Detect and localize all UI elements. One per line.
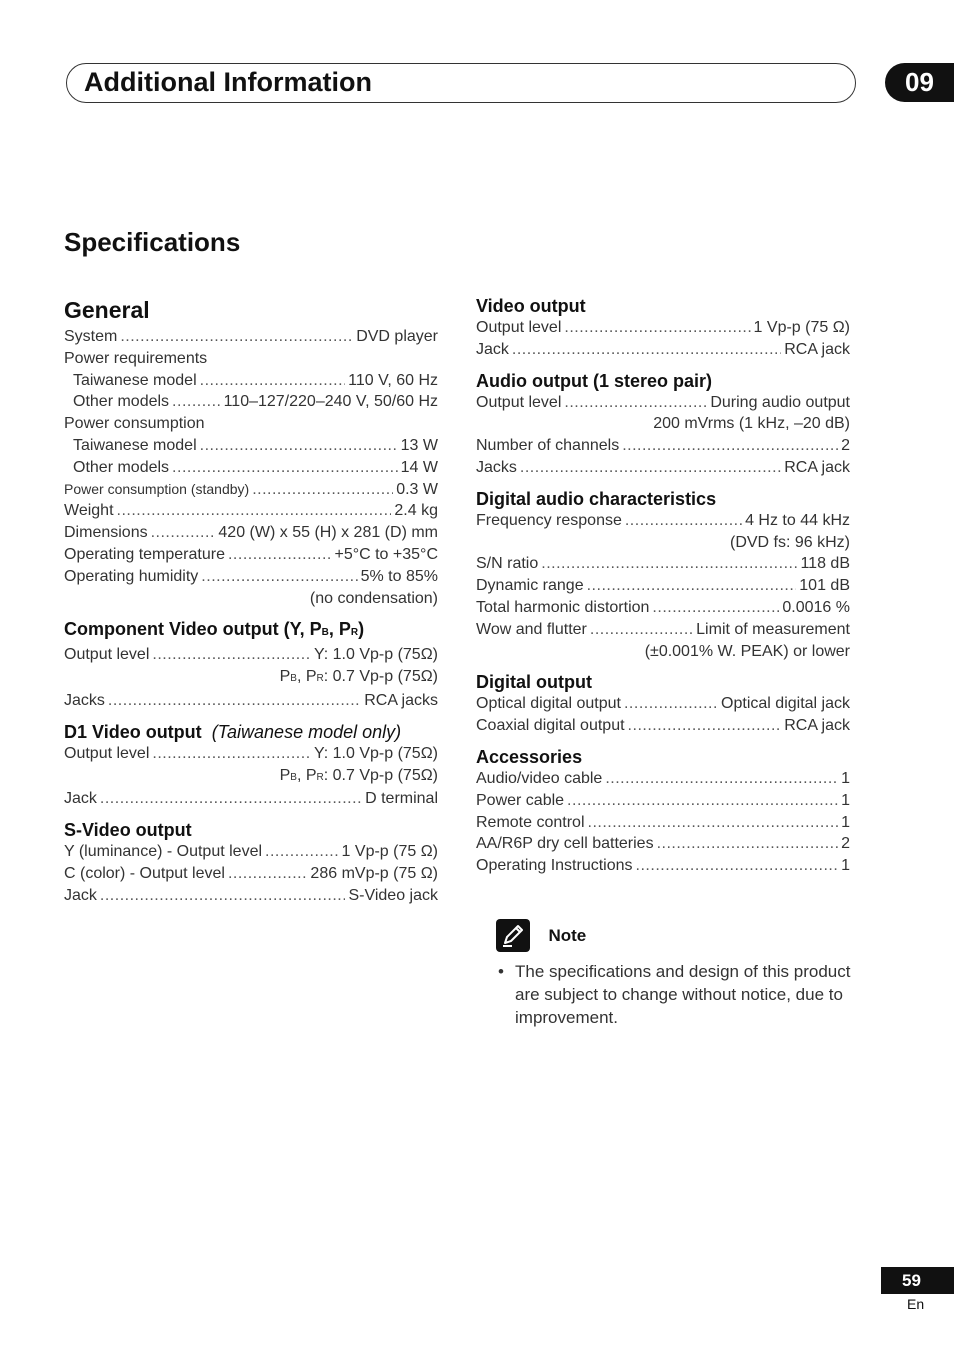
spec-row: Jacks ..... RCA jack (476, 457, 850, 479)
spec-row: Taiwanese model ..... 110 V, 60 Hz (64, 370, 438, 392)
spec-row: Number of channels ..... 2 (476, 435, 850, 457)
spec-row: Jacks ..... RCA jacks (64, 690, 438, 712)
language-code: En (907, 1296, 925, 1312)
video-output-heading: Video output (476, 296, 586, 316)
digital-audio-heading: Digital audio characteristics (476, 488, 717, 509)
spec-row: S/N ratio ..... 118 dB (476, 553, 850, 575)
spec-row: Operating humidity ..... 5% to 85% (64, 566, 438, 588)
d1-video-heading: D1 Video output (Taiwanese model only) (64, 721, 402, 742)
spec-row: C (color) - Output level ..... 286 mVp-p (75 Ω) (64, 863, 438, 885)
spec-row: Jack ..... RCA jack (476, 339, 850, 361)
spec-row: Other models ..... 14 W (64, 457, 438, 479)
note-box (496, 919, 856, 1029)
left-column (64, 294, 438, 907)
spec-row-continuation: (no condensation) (309, 589, 438, 607)
spec-row: Audio/video cable ..... 1 (476, 768, 850, 790)
spec-row: Weight ..... 2.4 kg (64, 500, 438, 522)
component-video-heading: Component Video output (Y, PB, PR) (64, 619, 365, 640)
spec-row: Wow and flutter ..... Limit of measurement (476, 619, 850, 641)
page-title: Specifications (64, 227, 241, 257)
note-label: Note (548, 925, 587, 945)
spec-row: Dimensions ..... 420 (W) x 55 (H) x 281 (D) mm (64, 522, 438, 544)
spec-row: Other models ..... 110–127/220–240 V, 50/60 Hz (64, 391, 438, 413)
spec-row-continuation: (DVD fs: 96 kHz) (729, 533, 850, 551)
spec-row: Output level ..... Y: 1.0 Vp-p (75Ω) (64, 743, 438, 765)
audio-output-heading: Audio output (1 stereo pair) (476, 370, 712, 391)
spec-row: Power cable ..... 1 (476, 790, 850, 812)
spec-row: Power consumption (standby) ..... 0.3 W (64, 479, 438, 501)
spec-row: Jack ..... D terminal (64, 788, 438, 810)
note-item (496, 960, 856, 1029)
spec-row-continuation: PB, PR: 0.7 Vp-p (75Ω) (279, 766, 438, 784)
spec-row: Output level ..... Y: 1.0 Vp-p (75Ω) (64, 644, 438, 666)
spec-row-continuation: (±0.001% W. PEAK) or lower (644, 642, 850, 660)
section-title: Additional Information (84, 67, 372, 97)
spec-row: Remote control ..... 1 (476, 812, 850, 834)
spec-row: Frequency response ..... 4 Hz to 44 kHz (476, 510, 850, 532)
right-column (476, 295, 850, 877)
spec-row: Power consumption (64, 415, 205, 433)
spec-row: Total harmonic distortion ..... 0.0016 % (476, 597, 850, 619)
spec-row: Taiwanese model ..... 13 W (64, 435, 438, 457)
pencil-note-icon (496, 919, 530, 952)
spec-row: Operating Instructions ..... 1 (476, 855, 850, 877)
spec-row: Y (luminance) - Output level ..... 1 Vp-p (75 Ω) (64, 841, 438, 863)
spec-row: Output level ..... During audio output (476, 392, 850, 414)
spec-row: Output level ..... 1 Vp-p (75 Ω) (476, 317, 850, 339)
accessories-heading: Accessories (476, 746, 583, 767)
spec-row: AA/R6P dry cell batteries ..... 2 (476, 833, 850, 855)
spec-row: Operating temperature ..... +5°C to +35°C (64, 544, 438, 566)
spec-row: Jack ..... S-Video jack (64, 885, 438, 907)
chapter-badge: 09 (885, 63, 954, 102)
spec-row: Optical digital output ..... Optical digital jack (476, 693, 850, 715)
spec-row: Coaxial digital output ..... RCA jack (476, 715, 850, 737)
spec-row-continuation: PB, PR: 0.7 Vp-p (75Ω) (279, 668, 438, 686)
spec-row: Power requirements (64, 349, 208, 367)
spec-row-continuation: 200 mVrms (1 kHz, –20 dB) (653, 415, 850, 433)
general-heading: General (64, 297, 150, 323)
s-video-heading: S-Video output (64, 820, 192, 841)
page-number: 59 (881, 1267, 954, 1294)
spec-row: System ..... DVD player (64, 326, 438, 348)
bullet: • (498, 962, 504, 981)
spec-row: Dynamic range ..... 101 dB (476, 575, 850, 597)
digital-output-heading: Digital output (476, 672, 592, 693)
note-text: The specifications and design of this product are subject to change without notice, due to improvement. (515, 962, 851, 1027)
